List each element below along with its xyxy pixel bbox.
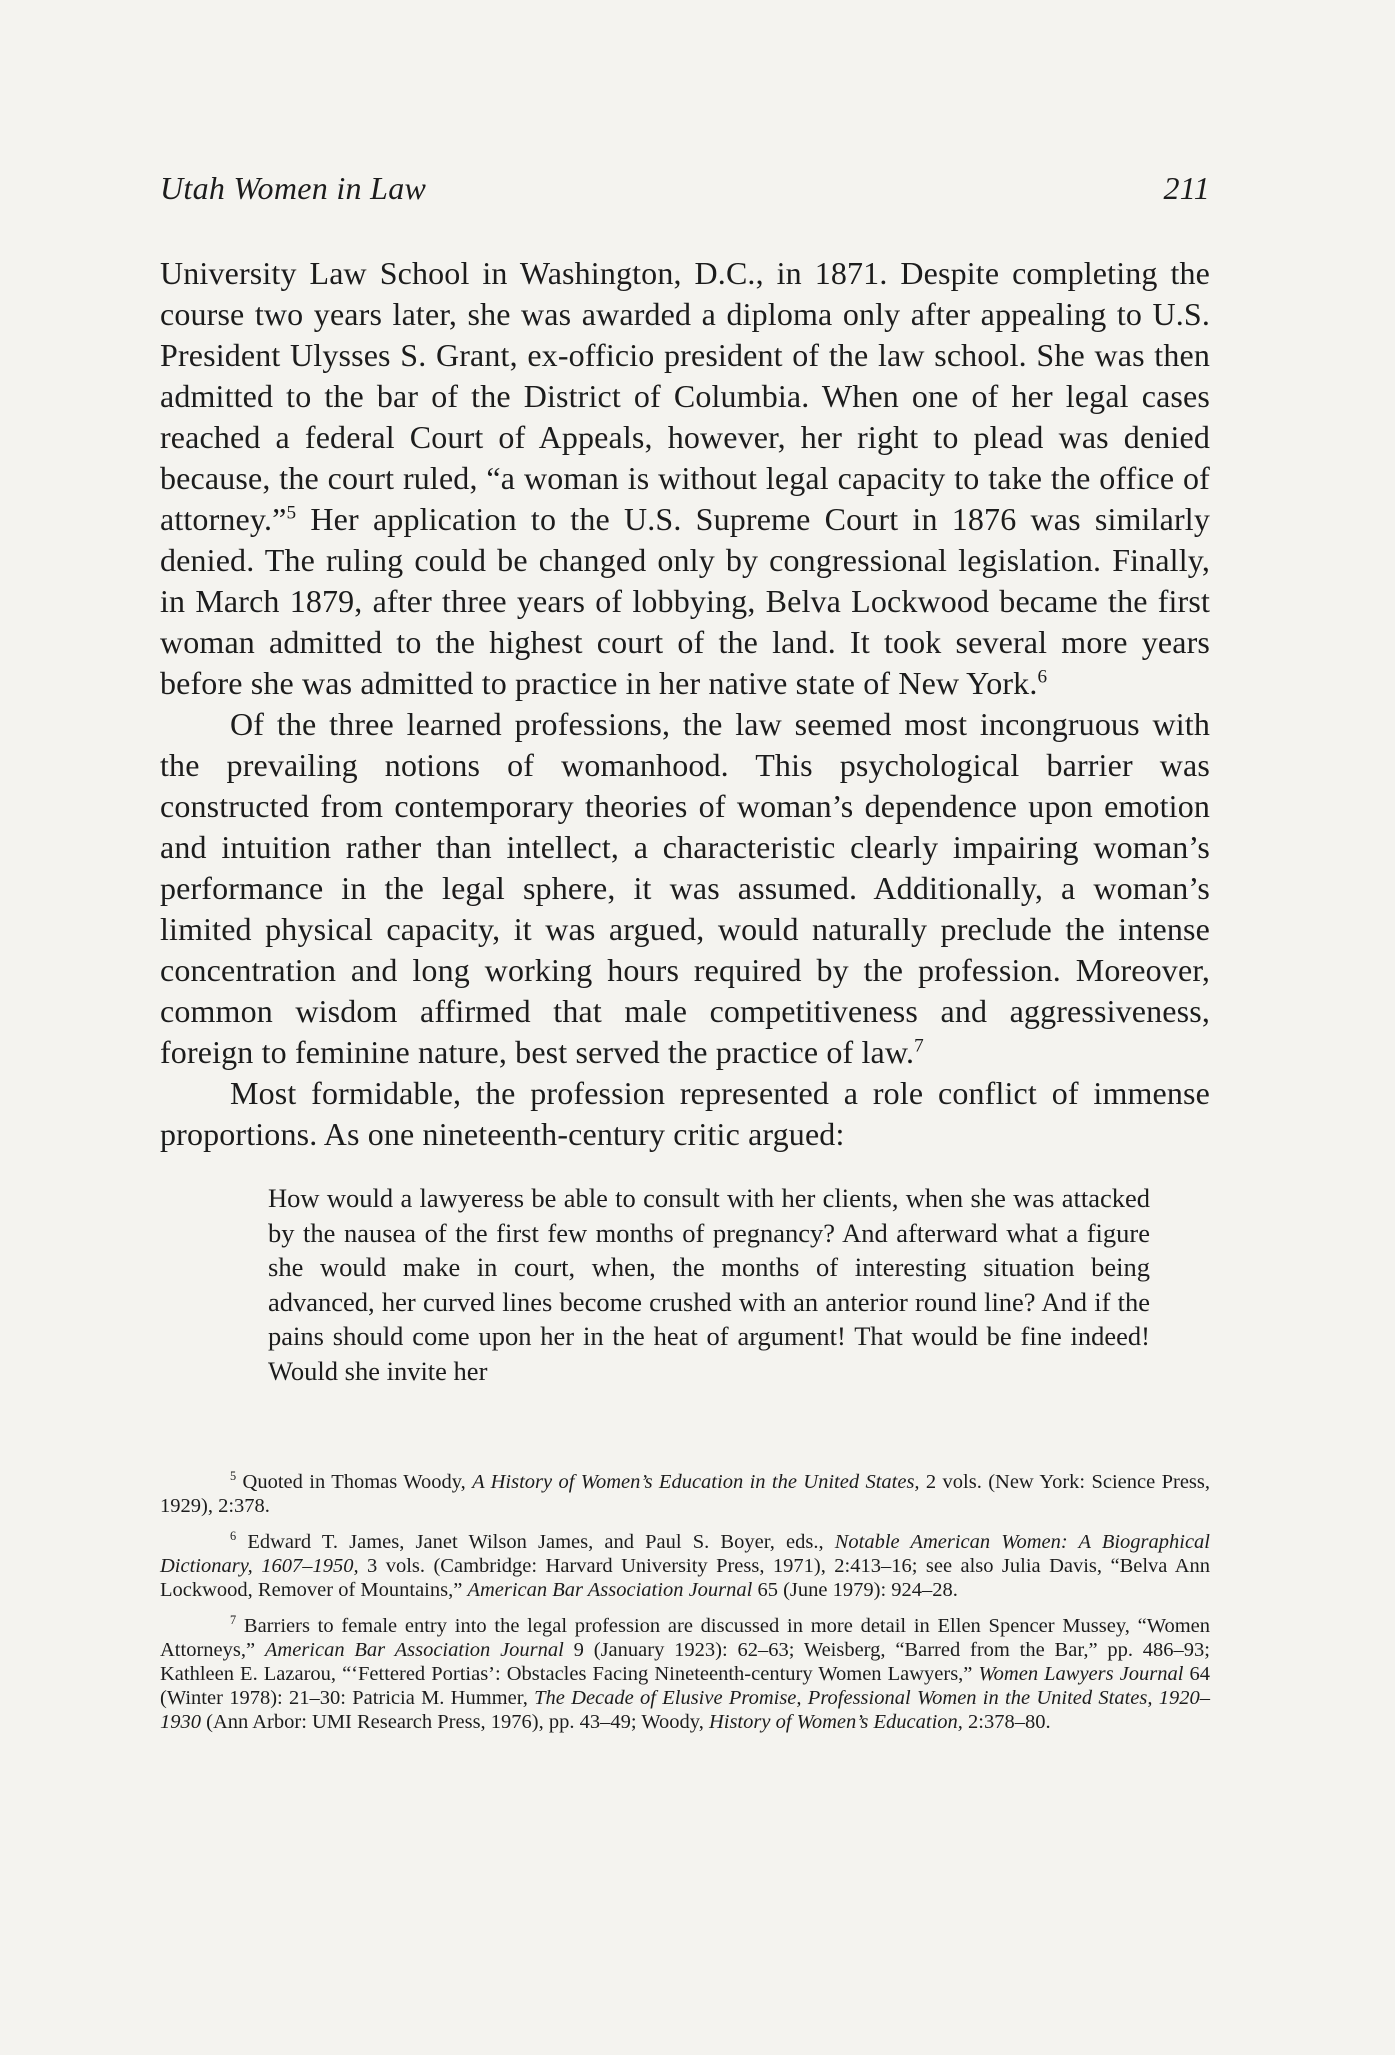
footnote-ref-6: 6	[1037, 666, 1048, 688]
footnote-ref-7: 7	[914, 1035, 924, 1057]
paragraph-3: Most formidable, the profession represented a role conflict of immense proportions. As one nineteenth-century critic argued:	[160, 1075, 1210, 1152]
footnote-number: 6	[230, 1529, 237, 1544]
footnote-5: $^5$ Quoted in Thomas Woody, A History of Women’s Education in the United States, 2 vols. (New York: Science Press, 1929), 2:378.	[160, 1469, 1210, 1517]
paragraph-1: University Law School in Washington, D.C., in 1871. Despite completing the course two years later, she was awarded a diploma only after appealing to U.S. President Ulysses S. Grant, ex-officio president of the law school. She was then admitted to the bar of the District of Columbia. When one of her legal cases reached a federal Court of Appeals, however, her right to plead was denied because, the court ruled, “a woman is without legal capacity to take the office of attorney.”$^5$ Her application to the U.S. Supreme Court in 1876 was similarly denied. The ruling could be changed only by congressional legislation. Finally, in March 1879, after three years of lobbying, Belva Lockwood became the first woman admitted to the highest court of the land. It took several more years before she was admitted to practice in her native state of New York.$^6$	[160, 255, 1210, 701]
running-title: Utah Women in Law	[160, 170, 427, 206]
running-head	[160, 170, 1210, 207]
paragraph-2: Of the three learned professions, the law seemed most incongruous with the prevailing notions of womanhood. This psychological barrier was constructed from contemporary theories of woman’s dependence upon emotion and intuition rather than intellect, a characteristic clearly impairing woman’s performance in the legal sphere, it was assumed. Additionally, a woman’s limited physical capacity, it was argued, would naturally preclude the intense concentration and long working hours required by the profession. Moreover, common wisdom affirmed that male competitiveness and aggressiveness, foreign to feminine nature, best served the practice of law.$^7$	[160, 706, 1210, 1070]
footnote-6: $^6$ Edward T. James, Janet Wilson James, and Paul S. Boyer, eds., Notable American Women: A Biographical Dictionary, 1607–1950, 3 vols. (Cambridge: Harvard University Press, 1971), 2:413–16; see also Julia Davis, “Belva Ann Lockwood, Remover of Mountains,” American Bar Association Journal 65 (June 1979): 924–28.	[160, 1529, 1211, 1601]
page-number: 211	[1163, 170, 1210, 206]
document-page	[160, 170, 1210, 1746]
footnote-number: 5	[230, 1469, 237, 1484]
footnote-7: $^7$ Barriers to female entry into the legal profession are discussed in more detail in Ellen Spencer Mussey, “Women Attorneys,” American Bar Association Journal 9 (January 1923): 62–63; Weisberg, “Barred from the Bar,” pp. 486–93; Kathleen E. Lazarou, “‘Fettered Portias’: Obstacles Facing Nineteenth-century Women Lawyers,” Women Lawyers Journal 64 (Winter 1978): 21–30: Patricia M. Hummer, The Decade of Elusive Promise, Professional Women in the United States, 1920–1930 (Ann Arbor: UMI Research Press, 1976), pp. 43–49; Woody, History of Women’s Education, 2:378–80.	[160, 1613, 1211, 1733]
body-text	[160, 253, 1210, 1155]
block-quote: How would a lawyeress be able to consult with her clients, when she was attacked by the nausea of the first few months of pregnancy? And afterward what a figure she would make in court, when, the months of interesting situation being advanced, her curved lines become crushed with an anterior round line? And if the pains should come upon her in the heat of argument! That would be fine indeed! Would she invite her	[268, 1183, 1150, 1386]
footnotes	[160, 1470, 1210, 1734]
footnote-ref-5: 5	[286, 502, 297, 524]
footnote-number: 7	[230, 1613, 237, 1628]
